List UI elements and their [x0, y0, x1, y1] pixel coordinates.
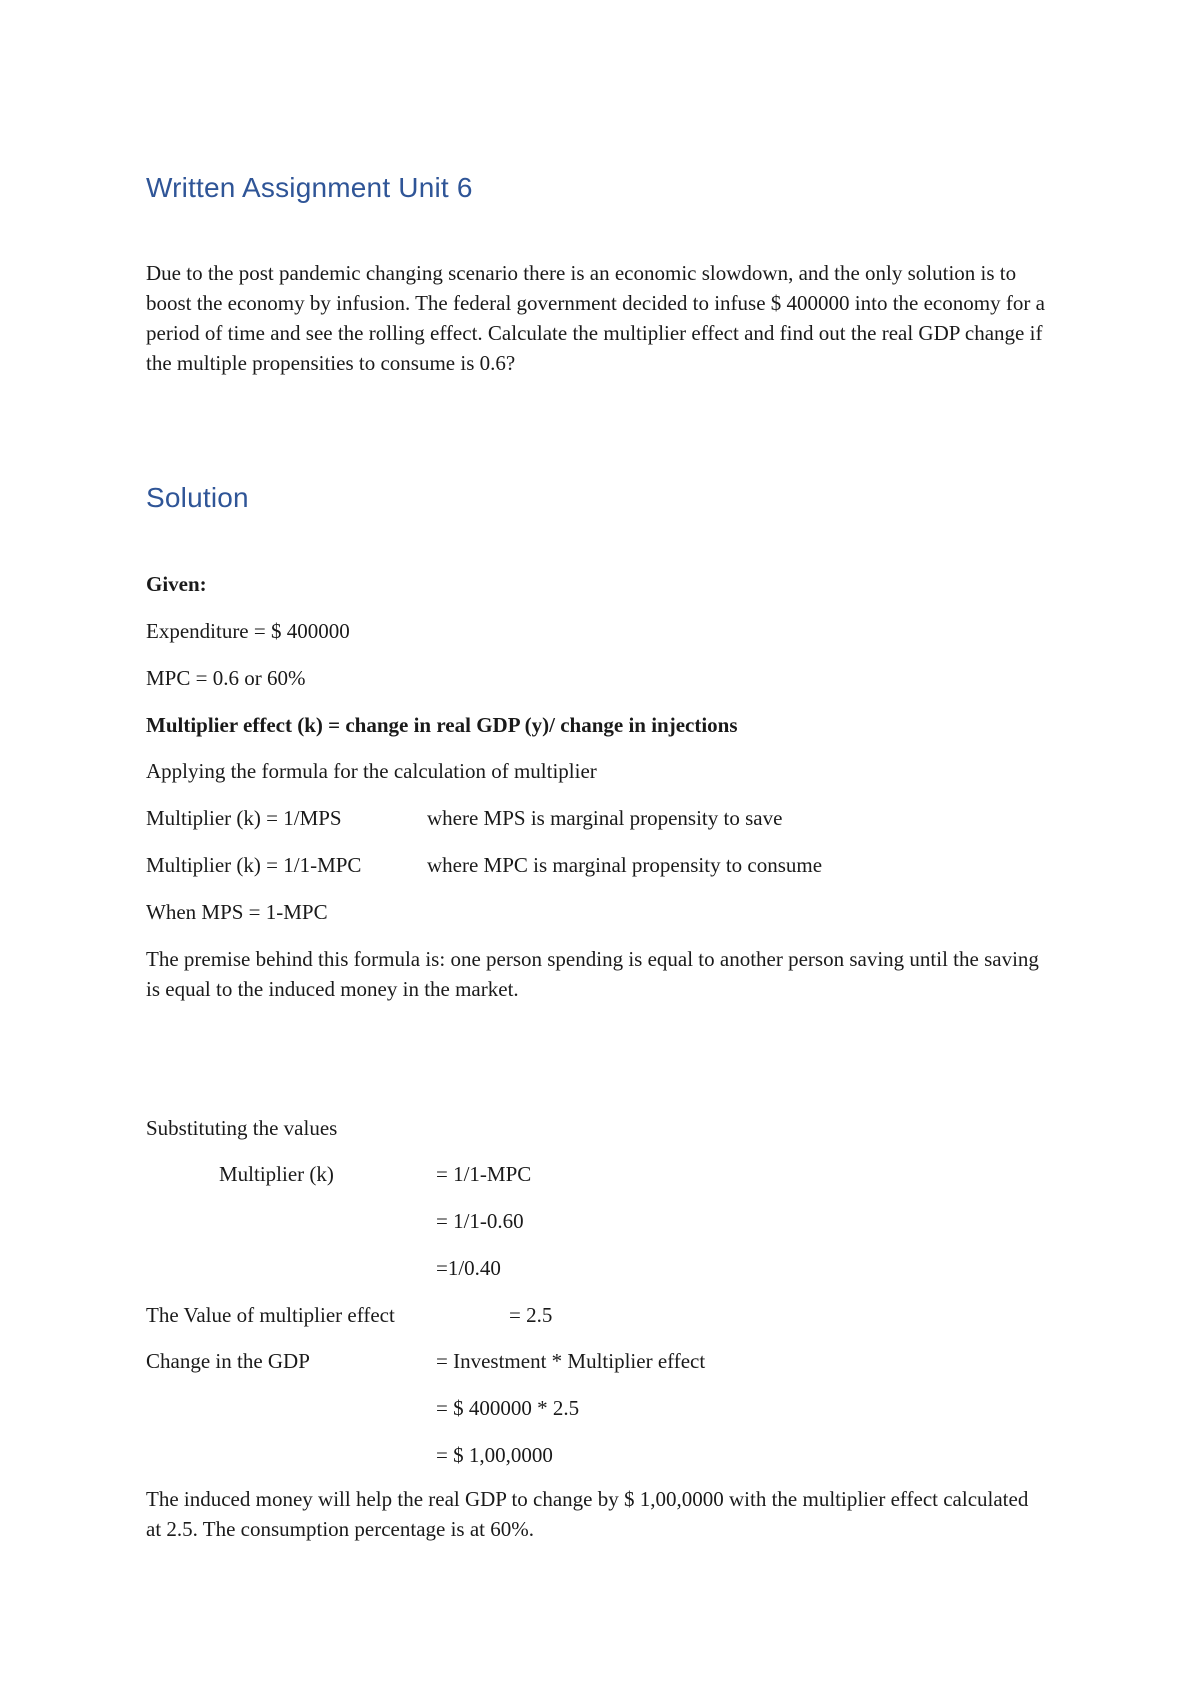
gdp-step-3: = $ 1,00,0000	[436, 1443, 553, 1467]
calc-step-1: = 1/1-MPC	[436, 1162, 532, 1186]
given-label: Given:	[146, 572, 207, 596]
multiplier-definition: Multiplier effect (k) = change in real GDP (y)/ change in injections	[146, 713, 738, 737]
mpc-line: MPC = 0.6 or 60%	[146, 666, 306, 690]
solution-heading: Solution	[146, 482, 249, 513]
question-paragraph: Due to the post pandemic changing scenario there is an economic slowdown, and the only solution is to boost the economy by infusion. The federal government decided to infuse $ 400000 into the economy for a period of time and see the rolling effect. Calculate the multiplier effect and find out the real GDP change if the multiple propensities to consume is 0.6?	[146, 261, 1045, 375]
multiplier-label: Multiplier (k)	[219, 1162, 334, 1186]
formula-mps-left: Multiplier (k) = 1/MPS	[146, 806, 342, 830]
formula-mps-right: where MPS is marginal propensity to save	[427, 806, 783, 830]
formula-mpc-right: where MPC is marginal propensity to consume	[427, 853, 823, 877]
formula-mpc-left: Multiplier (k) = 1/1-MPC	[146, 853, 362, 877]
conclusion-paragraph: The induced money will help the real GDP to change by $ 1,00,0000 with the multiplier effect calculated at 2.5. The consumption percentage is at 60%.	[146, 1487, 1029, 1541]
value-result: = 2.5	[509, 1303, 553, 1327]
premise-paragraph: The premise behind this formula is: one person spending is equal to another person saving until the saving is equal to the induced money in the market.	[146, 947, 1039, 1001]
document-title: Written Assignment Unit 6	[146, 172, 473, 203]
gdp-label: Change in the GDP	[146, 1349, 310, 1373]
gdp-step-2: = $ 400000 * 2.5	[436, 1396, 580, 1420]
when-mps-line: When MPS = 1-MPC	[146, 900, 328, 924]
substituting-line: Substituting the values	[146, 1116, 338, 1140]
calc-step-2: = 1/1-0.60	[436, 1209, 524, 1233]
value-label: The Value of multiplier effect	[146, 1303, 395, 1327]
applying-formula-line: Applying the formula for the calculation of multiplier	[146, 759, 597, 783]
gdp-step-1: = Investment * Multiplier effect	[436, 1349, 706, 1373]
calc-step-3: =1/0.40	[436, 1256, 501, 1280]
expenditure-line: Expenditure = $ 400000	[146, 619, 350, 643]
